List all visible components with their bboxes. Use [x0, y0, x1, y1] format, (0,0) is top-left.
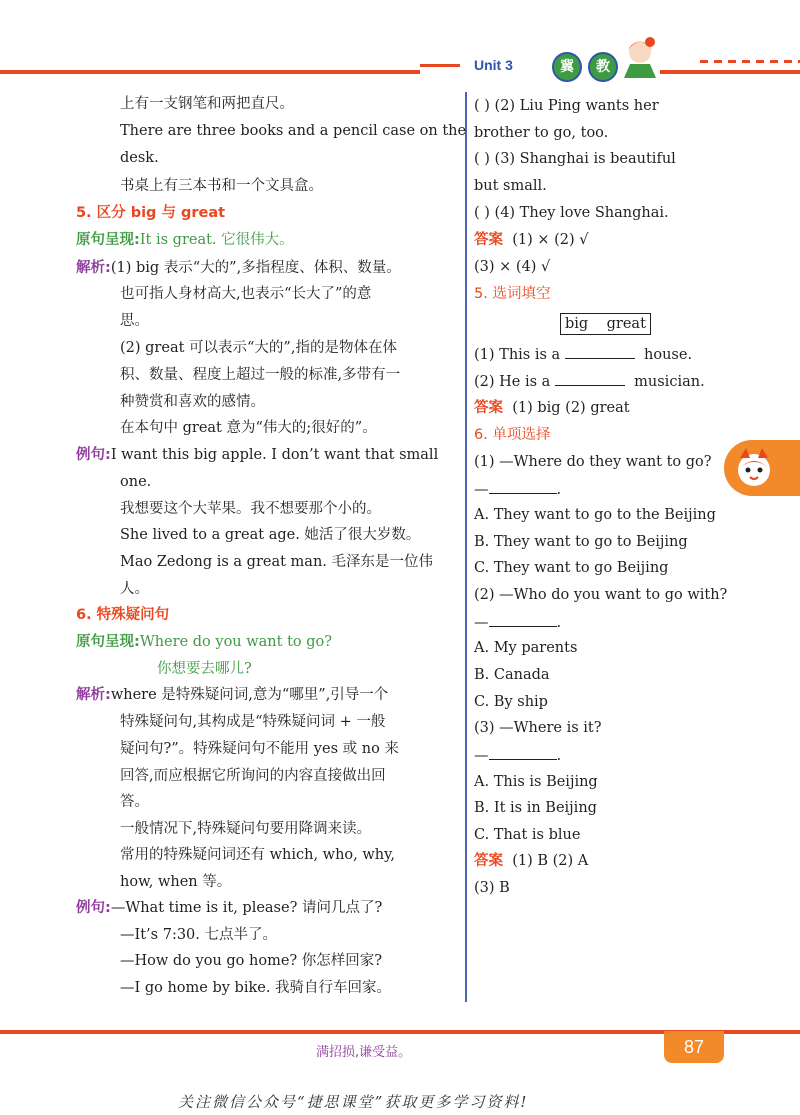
- mc-question: (3) —Where is it?: [474, 720, 602, 736]
- question-line: but small.: [474, 178, 547, 194]
- example-text: —What time is it, please? 请问几点了?: [110, 900, 383, 916]
- text-line: 思。: [120, 313, 149, 329]
- analysis-label: 解析:: [76, 687, 111, 703]
- mc-option: A. My parents: [474, 640, 578, 656]
- section-title: 5. 区分 big 与 great: [76, 205, 226, 221]
- text-line: 书桌上有三本书和一个文具盒。: [120, 178, 323, 194]
- answer-text: (3) × (4) √: [474, 259, 551, 275]
- column-divider: [465, 92, 467, 1002]
- header-dash: [420, 64, 460, 67]
- question-line: ( ) (4) They love Shanghai.: [474, 205, 669, 221]
- unit-label: Unit 3: [474, 57, 513, 73]
- text-line: (2) great 可以表示“大的”,指的是物体在体: [120, 340, 397, 356]
- text-line: 回答,而应根据它所询问的内容直接做出回: [120, 768, 386, 784]
- side-tab: [724, 440, 800, 496]
- text-line: —How do you go home? 你怎样回家?: [120, 953, 383, 969]
- text-line: She lived to a great age. 她活了很大岁数。: [120, 527, 421, 543]
- header-rule-left: [0, 70, 420, 74]
- text-line: 种赞赏和喜欢的感情。: [120, 394, 265, 410]
- fox-mascot-icon: [732, 446, 776, 490]
- text-line: —I go home by bike. 我骑自行车回家。: [120, 980, 392, 996]
- question-line: brother to go, too.: [474, 125, 609, 141]
- text-line: 也可指人身材高大,也表示“长大了”的意: [120, 286, 372, 302]
- example-label: 例句:: [76, 447, 111, 463]
- dash: —: [474, 482, 489, 498]
- header-rule-right: [660, 70, 800, 74]
- blank: [489, 745, 557, 760]
- example-label: 例句:: [76, 900, 111, 916]
- mc-option: B. Canada: [474, 667, 550, 683]
- text-line: Mao Zedong is a great man. 毛泽东是一位伟: [120, 554, 433, 570]
- text-line: 在本句中 great 意为“伟大的;很好的”。: [120, 420, 377, 436]
- watermark: 关注微信公众号“捷思课堂”获取更多学习资料!: [178, 1093, 529, 1111]
- answer-text: (3) B: [474, 880, 510, 896]
- text-line: 人。: [120, 581, 149, 597]
- text-line: —It’s 7:30. 七点半了。: [120, 927, 277, 943]
- original-label: 原句呈现:: [76, 634, 140, 650]
- text-line: 上有一支钢笔和两把直尺。: [120, 96, 294, 112]
- mc-option: A. This is Beijing: [474, 774, 598, 790]
- word-box: big great: [560, 313, 651, 335]
- mascot-girl-icon: [618, 36, 668, 80]
- dash: —: [474, 748, 489, 764]
- original-translation: 你想要去哪儿?: [157, 661, 252, 677]
- dash: —: [474, 615, 489, 631]
- mc-question: (2) —Who do you want to go with?: [474, 587, 728, 603]
- mc-option: C. By ship: [474, 694, 548, 710]
- blank: [489, 612, 557, 627]
- answer-label: 答案: [474, 853, 503, 869]
- text-line: 积、数量、程度上超过一般的标准,多带有一: [120, 367, 401, 383]
- badge-jiao: 教: [588, 52, 618, 82]
- answer-label: 答案: [474, 232, 503, 248]
- text-line: desk.: [120, 150, 159, 166]
- page-number: 87: [664, 1031, 724, 1063]
- answer-text: (1) big (2) great: [512, 400, 630, 416]
- mc-option: A. They want to go to the Beijing: [474, 507, 716, 523]
- mc-option: C. That is blue: [474, 827, 581, 843]
- text-line: 答。: [120, 794, 149, 810]
- blank: [489, 479, 557, 494]
- mc-option: B. They want to go to Beijing: [474, 534, 688, 550]
- text-line: one.: [120, 474, 152, 490]
- answer-text: (1) B (2) A: [512, 853, 589, 869]
- fill-tail: house.: [644, 347, 693, 363]
- answer-label: 答案: [474, 400, 503, 416]
- text-line: 一般情况下,特殊疑问句要用降调来读。: [120, 821, 372, 837]
- answer-text: (1) × (2) √: [512, 232, 589, 248]
- text-line: how, when 等。: [120, 874, 232, 890]
- text-line: 我想要这个大苹果。我不想要那个小的。: [120, 501, 381, 517]
- header-pattern: [700, 60, 800, 63]
- fill-prompt: (1) This is a: [474, 347, 561, 363]
- analysis-text: where 是特殊疑问词,意为“哪里”,引导一个: [110, 687, 389, 703]
- analysis-text: (1) big 表示“大的”,多指程度、体积、数量。: [110, 260, 401, 276]
- section-title: 6. 特殊疑问句: [76, 607, 170, 623]
- question-line: ( ) (2) Liu Ping wants her: [474, 98, 659, 114]
- original-sentence: It is great. 它很伟大。: [139, 232, 294, 248]
- section-title: 5. 选词填空: [474, 286, 551, 302]
- question-line: ( ) (3) Shanghai is beautiful: [474, 151, 676, 167]
- text-line: 常用的特殊疑问词还有 which, who, why,: [120, 847, 395, 863]
- mc-question: (1) —Where do they want to go?: [474, 454, 712, 470]
- text-line: 疑问句?”。特殊疑问句不能用 yes 或 no 来: [120, 741, 399, 757]
- original-label: 原句呈现:: [76, 232, 140, 248]
- fill-tail: musician.: [634, 374, 705, 390]
- fill-prompt: (2) He is a: [474, 374, 551, 390]
- analysis-label: 解析:: [76, 260, 111, 276]
- original-sentence: Where do you want to go?: [139, 634, 333, 650]
- footer-motto: 满招损,谦受益。: [316, 1045, 412, 1060]
- badge-ji: 冀: [552, 52, 582, 82]
- blank: [555, 371, 625, 386]
- mc-option: C. They want to go Beijing: [474, 560, 669, 576]
- mc-option: B. It is in Beijing: [474, 800, 597, 816]
- section-title: 6. 单项选择: [474, 427, 551, 443]
- text-line: 特殊疑问句,其构成是“特殊疑问词 + 一般: [120, 714, 386, 730]
- example-text: I want this big apple. I don’t want that small: [110, 447, 439, 463]
- blank: [565, 344, 635, 359]
- text-line: There are three books and a pencil case on the: [120, 123, 467, 139]
